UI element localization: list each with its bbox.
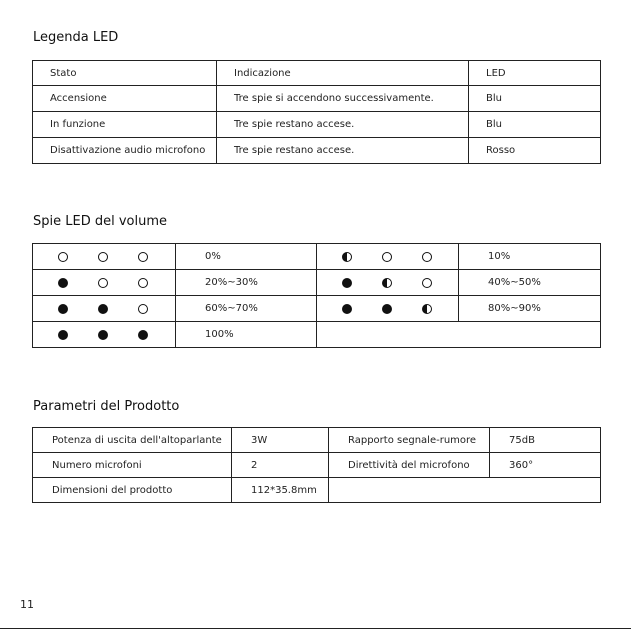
table-row — [33, 453, 601, 478]
table-row — [33, 138, 601, 164]
led-full-icon — [382, 304, 392, 314]
led-half-icon — [342, 252, 352, 262]
led-full-icon — [58, 304, 68, 314]
empty-cell — [329, 478, 601, 503]
led-half-icon — [422, 304, 432, 314]
table-row — [33, 428, 601, 453]
volume-label: 100% — [176, 322, 317, 348]
table-cell: Blu — [469, 86, 601, 112]
table-row — [33, 296, 601, 322]
led-full-icon — [58, 330, 68, 340]
table-cell: Rosso — [469, 138, 601, 164]
table-row — [33, 244, 601, 270]
param-name: Numero microfoni — [33, 453, 232, 478]
empty-cell — [317, 322, 601, 348]
table-cell: Tre spie si accendono successivamente. — [217, 86, 469, 112]
table-cell: Accensione — [33, 86, 217, 112]
led-empty-icon — [138, 252, 148, 262]
led-legend-title: Legenda LED — [33, 30, 119, 45]
parameters-table — [32, 427, 601, 503]
table-cell: Blu — [469, 112, 601, 138]
bottom-divider — [0, 628, 631, 629]
led-dots — [33, 270, 176, 296]
parameters-title: Parametri del Prodotto — [33, 399, 180, 414]
table-cell: Disattivazione audio microfono — [33, 138, 217, 164]
led-full-icon — [342, 278, 352, 288]
led-empty-icon — [422, 252, 432, 262]
param-value: 360° — [490, 453, 601, 478]
led-full-icon — [98, 330, 108, 340]
led-legend-table — [32, 60, 601, 164]
table-header-row — [33, 61, 601, 86]
param-value: 112*35.8mm — [232, 478, 329, 503]
volume-table — [32, 243, 601, 348]
led-dots — [317, 296, 459, 322]
led-dots — [33, 296, 176, 322]
led-dots — [317, 270, 459, 296]
led-full-icon — [98, 304, 108, 314]
led-half-icon — [382, 278, 392, 288]
page-number: 11 — [20, 598, 34, 611]
table-row — [33, 86, 601, 112]
table-row — [33, 478, 601, 503]
volume-label: 80%~90% — [459, 296, 601, 322]
volume-label: 40%~50% — [459, 270, 601, 296]
volume-title: Spie LED del volume — [33, 214, 167, 229]
header-stato: Stato — [33, 61, 217, 86]
header-led: LED — [469, 61, 601, 86]
led-empty-icon — [98, 252, 108, 262]
table-cell: Tre spie restano accese. — [217, 138, 469, 164]
led-empty-icon — [58, 252, 68, 262]
led-full-icon — [138, 330, 148, 340]
table-cell: Tre spie restano accese. — [217, 112, 469, 138]
led-full-icon — [342, 304, 352, 314]
param-value: 75dB — [490, 428, 601, 453]
led-empty-icon — [138, 304, 148, 314]
led-empty-icon — [98, 278, 108, 288]
param-value: 2 — [232, 453, 329, 478]
led-dots — [33, 322, 176, 348]
param-value: 3W — [232, 428, 329, 453]
table-row — [33, 322, 601, 348]
led-empty-icon — [138, 278, 148, 288]
header-indicazione: Indicazione — [217, 61, 469, 86]
volume-label: 0% — [176, 244, 317, 270]
led-full-icon — [58, 278, 68, 288]
volume-label: 60%~70% — [176, 296, 317, 322]
volume-label: 10% — [459, 244, 601, 270]
table-row — [33, 270, 601, 296]
led-dots — [33, 244, 176, 270]
param-name: Direttività del microfono — [329, 453, 490, 478]
led-empty-icon — [382, 252, 392, 262]
param-name: Rapporto segnale-rumore — [329, 428, 490, 453]
volume-label: 20%~30% — [176, 270, 317, 296]
param-name: Dimensioni del prodotto — [33, 478, 232, 503]
param-name: Potenza di uscita dell'altoparlante — [33, 428, 232, 453]
led-empty-icon — [422, 278, 432, 288]
table-row — [33, 112, 601, 138]
table-cell: In funzione — [33, 112, 217, 138]
led-dots — [317, 244, 459, 270]
